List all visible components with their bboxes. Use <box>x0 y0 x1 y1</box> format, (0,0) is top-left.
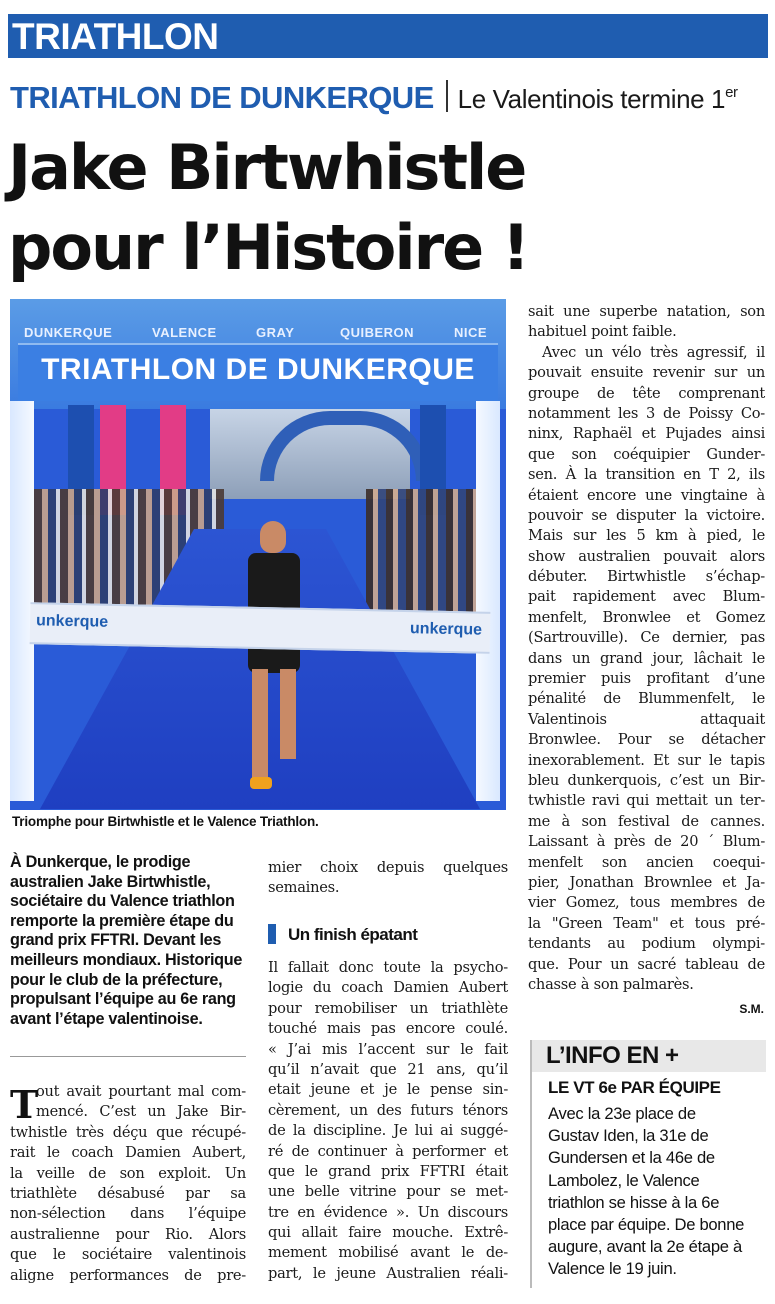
body-line: Il fallait donc toute la psycho- <box>268 959 508 976</box>
body-line: débuter. Birtwhistle s’échap- <box>528 568 765 586</box>
article-kicker <box>10 80 738 116</box>
headline-line-1: Jake Birtwhistle <box>8 131 526 204</box>
intertitle <box>268 924 417 946</box>
body-line: que. Pour un sacré tableau de <box>528 955 765 973</box>
info-box <box>530 1040 766 1290</box>
headline <box>8 128 528 288</box>
athlete-leg <box>280 669 296 759</box>
intertitle-marker <box>268 924 276 944</box>
body-line: Valentinois attaquait <box>528 710 765 728</box>
info-box-body <box>530 1072 766 1288</box>
body-line: tendants au podium olympi- <box>528 935 765 953</box>
article-lead <box>10 853 246 1029</box>
body-line: menfelt, Bronwlee et Gomez <box>528 608 765 626</box>
lead-line: remporte la première étape du <box>10 911 234 930</box>
info-line: Lambolez, le Valence <box>548 1170 700 1190</box>
body-line: menfelt son ancien coequi- <box>528 853 765 871</box>
athlete-leg <box>252 669 268 779</box>
article-column-2 <box>268 958 508 1284</box>
body-line: twhistle très déçu que récupé- <box>10 1123 246 1141</box>
body-line: pour remobiliser un triathlète <box>268 999 508 1017</box>
info-box-title: LE VT 6e PAR ÉQUIPE <box>548 1078 721 1097</box>
body-line: habituel point faible. <box>528 323 677 341</box>
body-line: aligne performances de pre- <box>10 1266 246 1284</box>
body-line: mement mobilisé avant le de- <box>268 1244 508 1262</box>
body-line: pier, Jonathan Brownlee et Ja- <box>528 873 765 891</box>
headline-line-2: pour l’Histoire ! <box>8 211 529 284</box>
body-line: rait le coach Damien Aubert, <box>10 1144 246 1162</box>
info-box-header <box>530 1040 766 1072</box>
body-line: sen. À la transition en T 2, ils <box>528 466 765 484</box>
lead-line: À Dunkerque, le prodige <box>10 853 191 871</box>
article-column-2-top <box>268 858 508 899</box>
lead-line: propulsant l’équipe au 6e rang <box>10 990 236 1009</box>
arch-post-right <box>476 401 500 801</box>
body-line: mier choix depuis quelques <box>268 859 508 876</box>
info-line: triathlon se hisse à la 6e <box>548 1192 720 1212</box>
body-line: pait rapidement avec Blum- <box>528 588 765 606</box>
body-line: que son coéquipier Gunder- <box>528 445 765 463</box>
info-line: augure, avant la 2e étape à <box>548 1237 742 1257</box>
photo-city: DUNKERQUE <box>24 325 113 340</box>
body-line: out avait pourtant mal com- <box>36 1083 246 1100</box>
lead-line: pour le club de la préfecture, <box>10 970 223 989</box>
photo-city: QUIBERON <box>340 325 415 340</box>
body-line: groupe de tête comprenant <box>528 384 765 402</box>
body-line: etait jeune et je le pense sin- <box>268 1081 508 1099</box>
article-column-1 <box>10 1082 246 1286</box>
body-line: bleu dunkerquois, c’est un Bir- <box>528 771 765 789</box>
info-line: Avec la 23e place de <box>548 1104 696 1123</box>
info-line: Valence le 19 juin. <box>548 1259 677 1279</box>
body-line: Bronwlee. Pour se détacher <box>528 731 765 749</box>
body-line: sait une superbe natation, son <box>528 303 765 320</box>
intertitle-text: Un finish épatant <box>288 925 418 944</box>
body-line: dans un grand jour, lâchait le <box>528 649 765 667</box>
body-line: Mais sur les 5 km à pied, le <box>528 527 765 545</box>
photo-city: VALENCE <box>152 325 217 340</box>
lead-line: meilleurs mondiaux. Historique <box>10 950 243 969</box>
kicker-sub-text: Le Valentinois termine 1 <box>457 84 726 114</box>
info-line: Gustav Iden, la 31e de <box>548 1126 709 1146</box>
article-photo <box>10 299 506 810</box>
info-line: Gundersen et la 46e de <box>548 1148 715 1168</box>
body-line: cèrement, un des futurs ténors <box>268 1101 508 1119</box>
body-line: semaines. <box>268 879 340 897</box>
lead-divider <box>10 1056 246 1057</box>
author-signature: S.M. <box>739 1002 764 1016</box>
photo-city: GRAY <box>256 325 295 340</box>
finish-arch <box>18 343 498 401</box>
body-line: que le grand prix FFTRI était <box>268 1162 508 1180</box>
body-line: de la discipline. Je lui ai suggé- <box>268 1122 508 1140</box>
athlete-head <box>260 521 286 553</box>
body-line: australienne pour Rio. Alors <box>10 1225 246 1243</box>
body-line: la "Green Team" et tous pré- <box>528 914 765 932</box>
body-line: premier puis profitant d’une <box>528 670 765 688</box>
info-line: place par équipe. De bonne <box>548 1215 745 1235</box>
body-line: chasse à son palmarès. <box>528 975 694 993</box>
body-line: twhistle ravi qui mettait un ter- <box>528 792 765 810</box>
body-line: vier Gomez, tous membres de <box>528 894 765 912</box>
drop-cap: T <box>10 1082 39 1127</box>
kicker-separator <box>446 80 448 112</box>
athlete-shoe <box>250 777 272 789</box>
kicker-sub-sup: er <box>725 84 738 101</box>
lead-line: australien Jake Birtwhistle, <box>10 872 211 891</box>
info-box-text <box>548 1103 763 1281</box>
body-line: « J’ai mis l’accent sur le fait <box>268 1040 508 1058</box>
photo-caption: Triomphe pour Birtwhistle et le Valence Triathlon. <box>12 814 319 829</box>
arch-post-left <box>10 401 34 801</box>
article-column-3 <box>528 302 765 995</box>
finish-tape <box>30 602 491 654</box>
body-line: pouvoir se disputer la victoire. <box>528 506 765 524</box>
body-line: touché mais pas encore coulé. <box>268 1020 508 1038</box>
body-line: Avec un vélo très agressif, il <box>542 343 765 361</box>
body-line: me à son festival de cannes. <box>528 812 765 830</box>
body-line: tre en évidence ». Un discours <box>268 1203 508 1221</box>
body-line: non-sélection dans l’équipe <box>10 1205 246 1223</box>
body-line: qu’il n’avait que 21 ans, qu’il <box>268 1060 508 1078</box>
tape-text-right: unkerque <box>409 620 483 639</box>
section-banner <box>8 14 768 58</box>
body-line: mencé. C’est un Jake Bir- <box>36 1103 246 1121</box>
body-line: Laissant à près de 20 ´ Blum- <box>528 833 765 851</box>
body-line: qui allait faire mouche. Extrê- <box>268 1224 508 1242</box>
body-line: show australien pouvait alors <box>528 547 765 565</box>
lead-line: grand prix FFTRI. Devant les <box>10 931 222 950</box>
body-line: une belle vitrine pour se met- <box>268 1183 508 1201</box>
body-line: ré de continuer à performer et <box>268 1142 508 1160</box>
photo-city: NICE <box>454 325 488 340</box>
section-label: TRIATHLON <box>12 16 219 57</box>
body-line: part, le jeune Australien réali- <box>268 1264 508 1282</box>
arch-title: TRIATHLON DE DUNKERQUE <box>41 353 475 386</box>
kicker-main: TRIATHLON DE DUNKERQUE <box>10 80 434 115</box>
body-line: pénalité de Blummenfelt, le <box>528 690 765 708</box>
kicker-sub <box>458 84 738 114</box>
body-line: inexorablement. Et sur le tapis <box>528 751 765 769</box>
body-line: (Sartrouville). Ce dernier, pas <box>528 629 765 647</box>
info-box-header-text: L’INFO EN + <box>546 1042 679 1069</box>
body-line: pouvait ensuite revenir sur un <box>528 364 765 382</box>
lead-line: sociétaire du Valence triathlon <box>10 892 235 911</box>
body-line: la veille de son exploit. Un <box>10 1164 246 1182</box>
photo-crowd-right <box>366 489 476 619</box>
body-line: ninx, Raphaël et Pujades ainsi <box>528 425 765 443</box>
body-line: que le sociétaire valentinois <box>10 1246 246 1264</box>
body-line: étaient encore une vingtaine à <box>528 486 765 504</box>
body-line: logie du coach Damien Aubert <box>268 979 508 997</box>
lead-line: avant l’étape valentinoise. <box>10 1009 203 1028</box>
tape-text-left: unkerque <box>35 612 109 631</box>
photo-athlete <box>236 521 316 810</box>
body-line: notamment les 3 de Poissy Co- <box>528 404 765 422</box>
body-line: triathlète désabusé par sa <box>10 1184 246 1202</box>
